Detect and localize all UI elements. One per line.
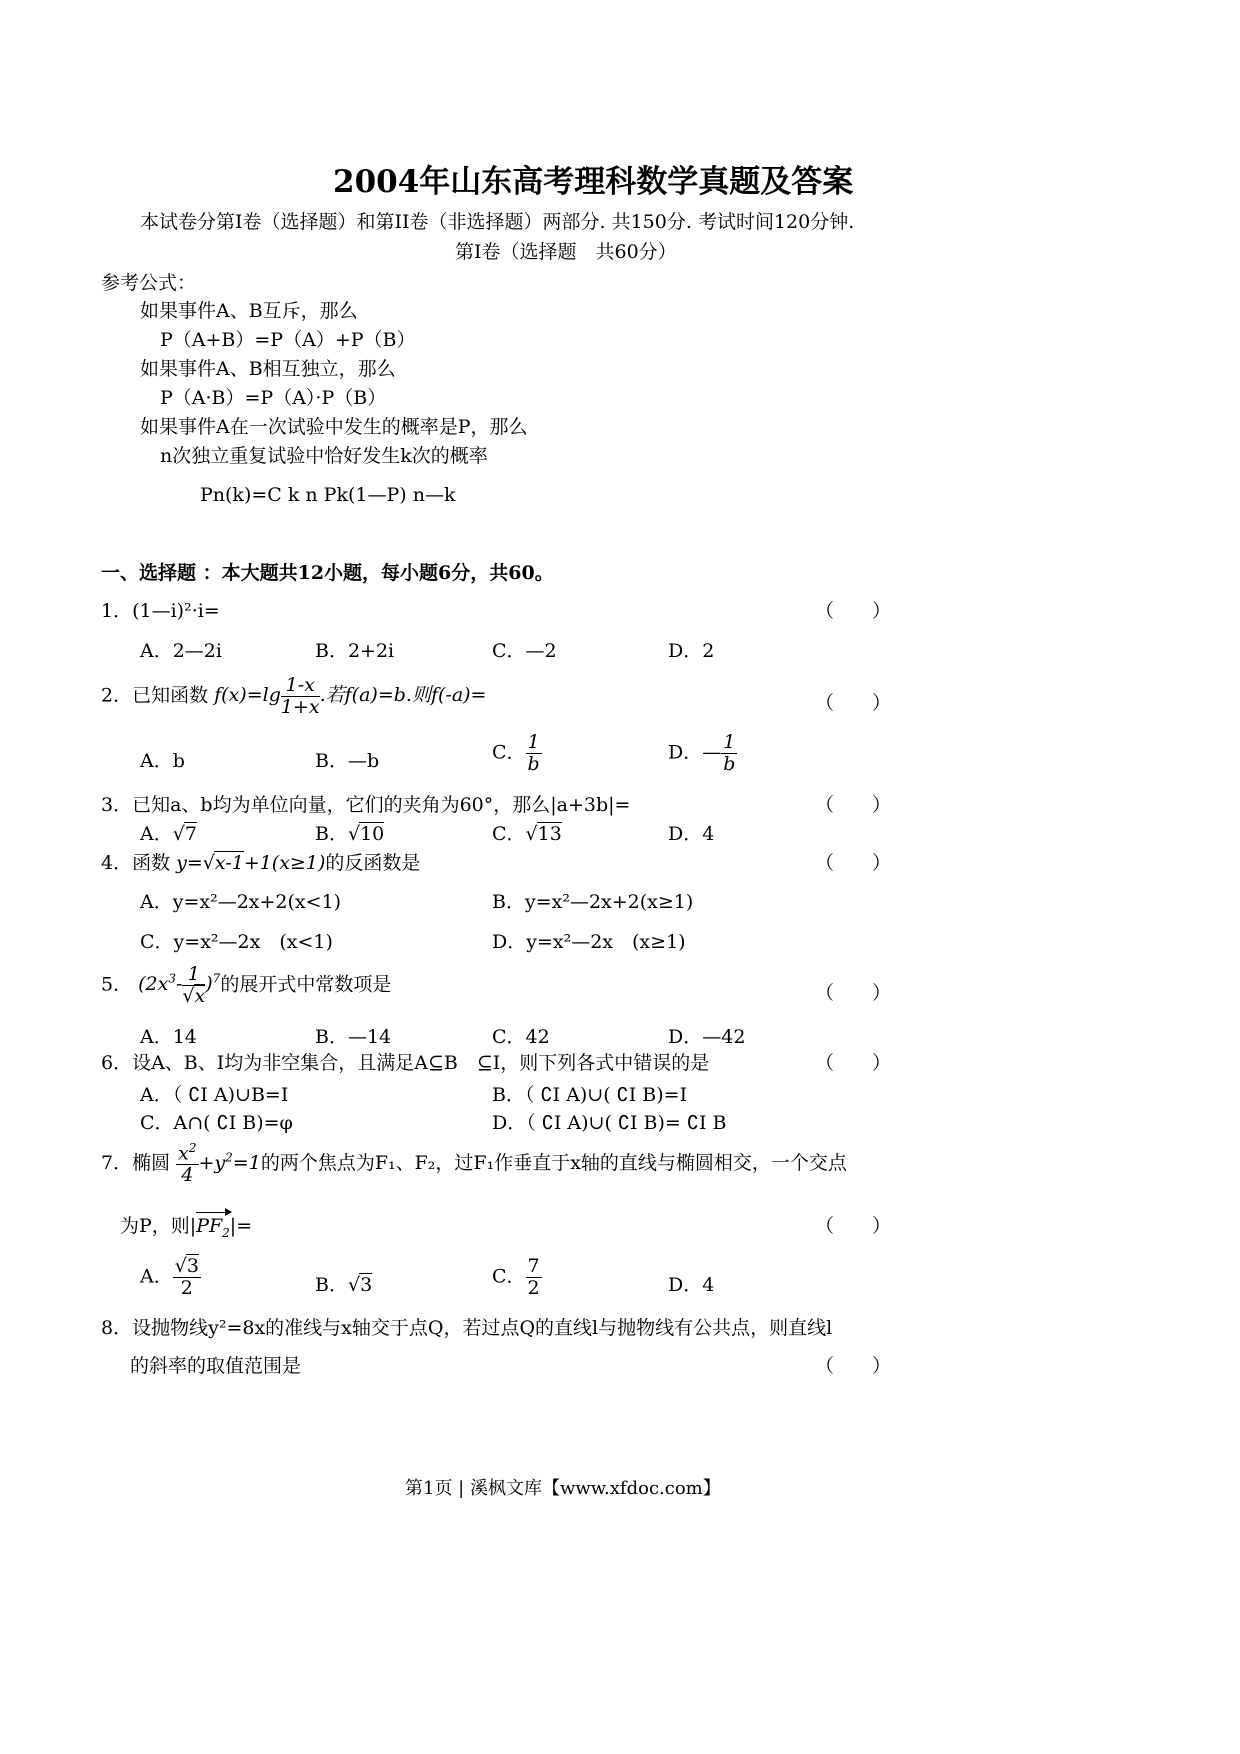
q8-stem: 8．设抛物线y²=8x的准线与x轴交于点Q，若过点Q的直线l与抛物线有公共点，则直线l bbox=[101, 1317, 833, 1339]
formula-line: P（A·B）=P（A）·P（B） bbox=[160, 387, 387, 409]
formula-line: 如果事件A、B互斥，那么 bbox=[140, 300, 358, 322]
q5-option-a[interactable]: A．14 bbox=[140, 1026, 197, 1048]
answer-blank[interactable]: （ ） bbox=[815, 692, 892, 714]
q1-stem: 1．(1—i)²·i= bbox=[101, 600, 220, 622]
formula-line: 如果事件A在一次试验中发生的概率是P，那么 bbox=[140, 416, 528, 438]
q5-option-d[interactable]: D．—42 bbox=[668, 1026, 746, 1048]
q2-stem: 2．已知函数 f(x)=lg $\frac{1-x}{1+x}$ .若f(a)=b.则f(-a)= bbox=[101, 674, 487, 718]
q7-stem: 7．椭圆 $\frac{x^2}{4}$ $+y^2=1$的两个焦点为F₁、F₂，过F₁作垂直于x轴的直线与椭圆相交，一个交点 bbox=[101, 1141, 847, 1187]
q7-option-d[interactable]: D．4 bbox=[668, 1274, 715, 1296]
q7-option-c[interactable]: C． $\frac{7}{2}$ bbox=[492, 1255, 540, 1299]
formula-line: 如果事件A、B相互独立，那么 bbox=[140, 358, 396, 380]
q5-formula: ($2x^3-$ $\frac{1}{√x}$ )$^7$ bbox=[138, 963, 221, 1007]
q4-option-c[interactable]: C．y=x²—2x (x<1) bbox=[140, 931, 333, 953]
q3-option-a[interactable]: A．√7 bbox=[140, 823, 197, 845]
q4-option-a[interactable]: A．y=x²—2x+2(x<1) bbox=[140, 891, 342, 913]
q7-formula: $\frac{x^2}{4}$ $+y^2=1$ bbox=[178, 1141, 261, 1187]
q3-option-d[interactable]: D．4 bbox=[668, 823, 715, 845]
q5-stem: 5． ($2x^3-$ $\frac{1}{√x}$ )$^7$的展开式中常数项是 bbox=[101, 963, 392, 1007]
q2-option-c[interactable]: C． $\frac{1}{b}$ bbox=[492, 731, 540, 775]
binomial-formula: Pn(k)=C k n Pk(1—P) n—k bbox=[200, 484, 456, 506]
q8-stem-line2: 的斜率的取值范围是 bbox=[130, 1355, 302, 1377]
q3-option-b[interactable]: B．√10 bbox=[315, 823, 385, 845]
part1-heading: 第Ⅰ卷（选择题 共60分） bbox=[455, 241, 677, 263]
q6-option-a[interactable]: A．（ ∁I A)∪B=I bbox=[140, 1084, 289, 1106]
q3-option-c[interactable]: C．√13 bbox=[492, 823, 562, 845]
page-title: 2004年山东高考理科数学真题及答案 bbox=[333, 164, 854, 200]
answer-blank[interactable]: （ ） bbox=[815, 982, 892, 1004]
q7-option-a[interactable]: A． $\frac{√3}{2}$ bbox=[140, 1255, 199, 1299]
q1-option-d[interactable]: D．2 bbox=[668, 640, 715, 662]
q7-option-b[interactable]: B．√3 bbox=[315, 1274, 373, 1296]
section-heading: 一、选择题 ：本大题共12小题，每小题6分，共60。 bbox=[101, 562, 554, 584]
q4-option-d[interactable]: D．y=x²—2x (x≥1) bbox=[492, 931, 686, 953]
page-footer: 第1页 | 溪枫文库【www.xfdoc.com】 bbox=[405, 1478, 721, 1499]
answer-blank[interactable]: （ ） bbox=[815, 794, 892, 816]
q6-option-b[interactable]: B．（ ∁I A)∪( ∁I B)=I bbox=[492, 1084, 688, 1106]
answer-blank[interactable]: （ ） bbox=[815, 600, 892, 622]
q1-option-c[interactable]: C．—2 bbox=[492, 640, 557, 662]
formula-line: n次独立重复试验中恰好发生k次的概率 bbox=[160, 445, 488, 467]
q6-option-c[interactable]: C．A∩( ∁I B)=φ bbox=[140, 1112, 293, 1134]
q1-option-a[interactable]: A．2—2i bbox=[140, 640, 222, 662]
q2-formula: f(x)=lg $\frac{1-x}{1+x}$ .若f(a)=b.则f(-a)= bbox=[214, 674, 487, 718]
q5-option-b[interactable]: B．—14 bbox=[315, 1026, 392, 1048]
q2-option-b[interactable]: B．—b bbox=[315, 750, 380, 772]
q4-formula: y=√x-1+1(x≥1) bbox=[176, 852, 326, 874]
answer-blank[interactable]: （ ） bbox=[815, 1355, 892, 1377]
q4-option-b[interactable]: B．y=x²—2x+2(x≥1) bbox=[492, 891, 694, 913]
q2-option-a[interactable]: A．b bbox=[140, 750, 185, 772]
vector-pf2: $PF_2$ bbox=[196, 1215, 230, 1240]
formula-line: P（A+B）=P（A）+P（B） bbox=[160, 329, 416, 351]
q3-stem: 3．已知a、b均为单位向量，它们的夹角为60°，那么|a+3b|= bbox=[101, 794, 631, 816]
q5-option-c[interactable]: C．42 bbox=[492, 1026, 550, 1048]
q7-stem-line2: 为P，则$|PF_2|=$ bbox=[120, 1215, 253, 1240]
q2-option-d[interactable]: D．— $\frac{1}{b}$ bbox=[668, 731, 736, 775]
q4-stem: 4．函数 y=√x-1+1(x≥1)的反函数是 bbox=[101, 852, 421, 874]
formulas-label: 参考公式： bbox=[101, 272, 197, 294]
intro-text: 本试卷分第Ⅰ卷（选择题）和第II卷（非选择题）两部分. 共150分. 考试时间120分钟. bbox=[140, 211, 855, 233]
answer-blank[interactable]: （ ） bbox=[815, 1215, 892, 1237]
answer-blank[interactable]: （ ） bbox=[815, 1052, 892, 1074]
q1-option-b[interactable]: B．2+2i bbox=[315, 640, 395, 662]
q6-option-d[interactable]: D．（ ∁I A)∪( ∁I B)= ∁I B bbox=[492, 1112, 727, 1134]
answer-blank[interactable]: （ ） bbox=[815, 852, 892, 874]
q6-stem: 6．设A、B、I均为非空集合，且满足A⊆B ⊆I，则下列各式中错误的是 bbox=[101, 1052, 710, 1074]
